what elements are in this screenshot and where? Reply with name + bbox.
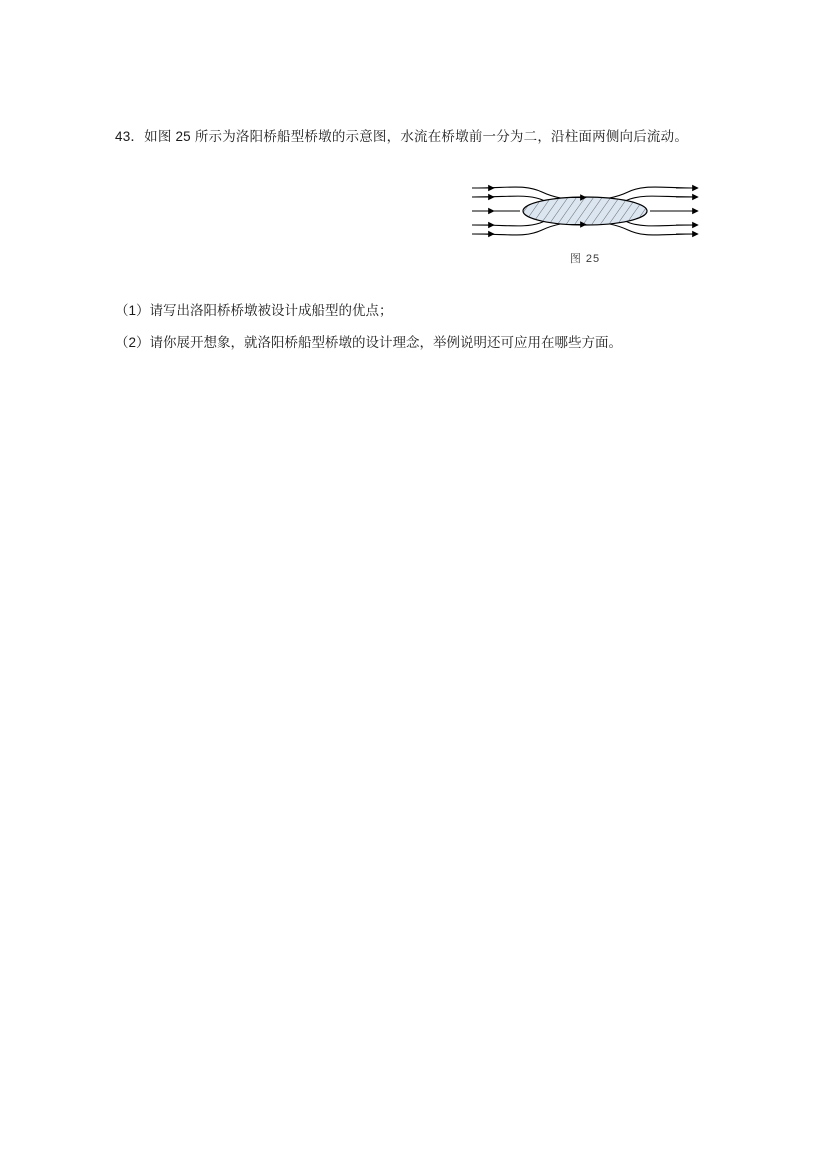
sub-question-1: （1）请写出洛阳桥桥墩被设计成船型的优点； (115, 303, 393, 318)
question-stem: 43．如图 25 所示为洛阳桥船型桥墩的示意图，水流在桥墩前一分为二，沿柱面两侧向后流动。 (115, 129, 689, 144)
figure-container (115, 166, 715, 276)
figure-caption: 图 25 (569, 253, 601, 265)
question-block (115, 122, 715, 358)
sub-question-2: （2）请你展开想象，就洛阳桥船型桥墩的设计理念，举例说明还可应用在哪些方面。 (115, 335, 623, 350)
